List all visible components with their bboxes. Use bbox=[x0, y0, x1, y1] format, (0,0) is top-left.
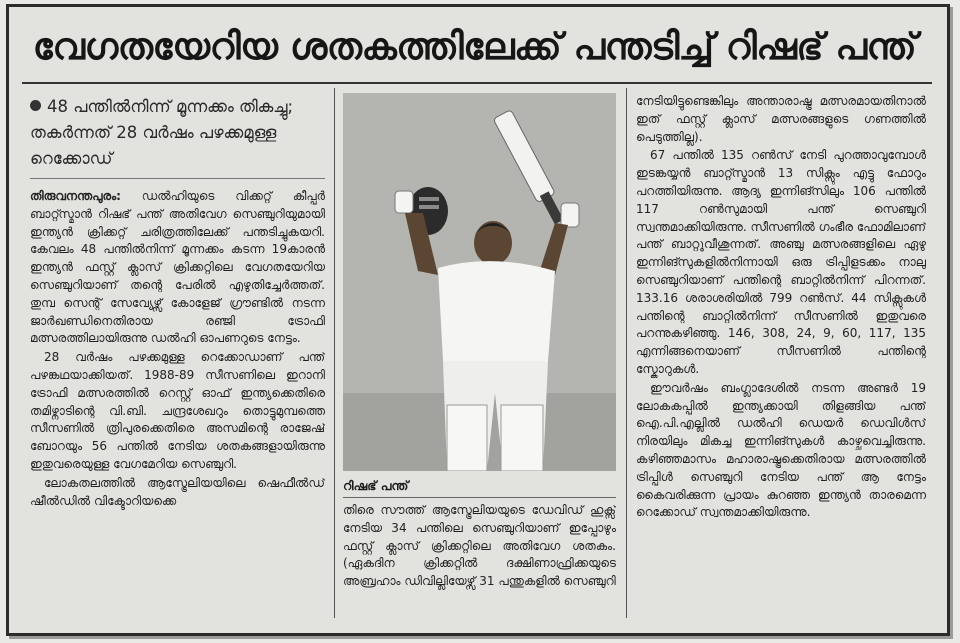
headline: വേഗതയേറിയ ശതകത്തിലേക്ക് പന്തടിച്ച് റിഷഭ് പന്ത് bbox=[32, 25, 917, 68]
paragraph: 67 പന്തിൽ 135 റൺസ് നേടി പുറത്താവുമ്പോൾ ഇടങ്കയ്യൻ ബാറ്റ്സ്മാൻ 13 സിക്സും എട്ടു ഫോറും പറത്തിയിരുന്നു. ആദ്യ ഇന്നിങ്സിലും 106 പന്തിൽ 117 റൺസുമായി പന്ത് സെഞ്ചുറി സ്വന്തമാക്കിയിരുന്നു. സീസണിൽ ഗംഭീര ഫോമിലാണ് പന്ത് ബാറ്റുവീശുന്നത്. അഞ്ചു മത്സരങ്ങളിലെ ഏഴു ഇന്നിങ്സുകളിൽനിന്നായി ഒരു ട്രിപ്പിളടക്കം നാലു സെഞ്ചുറിയാണ് പന്തിന്റെ ബാറ്റിൽനിന്ന് പിറന്നത്. 133.16 ശരാശരിയിൽ 799 റൺസ്. 44 സിക്സുകൾ പന്തിന്റെ ബാറ്റിൽനിന്ന് സീസണിൽ ഇതുവരെ പറന്നുകഴിഞ്ഞു. 146, 308, 24, 9, 60, 117, 135 എന്നിങ്ങനെയാണ് സീസണിൽ പന്തിന്റെ സ്കോറുകൾ. bbox=[636, 148, 926, 376]
headline-divider bbox=[22, 82, 932, 84]
lead-text: ഡൽഹിയുടെ വിക്കറ്റ് കീപ്പർ ബാറ്റ്സ്മാൻ റിഷഭ് പന്ത് അതിവേഗ സെഞ്ചുറിയുമായി ഇന്ത്യൻ ക്രിക്കറ്റ് ചരിത്രത്തിലേക്ക് പന്തടിച്ചുകയറി. കേവലം 48 പന്തിൽനിന്ന് മൂന്നക്കം കടന്ന 19കാരൻ ഇന്ത്യൻ ഫസ്റ്റ് ക്ലാസ് ക്രിക്കറ്റിലെ വേഗതയേറിയ സെഞ്ചുറിയാണ് തന്റെ പേരിൽ എഴുതിച്ചേർത്തത്. തുമ്പ സെന്റ് സേവ്യേഴ്സ് കോളേജ് ഗ്രൗണ്ടിൽ നടന്ന ജാർഖണ്ഡിനെതിരായ രഞ്ജി ട്രോഫി മത്സരത്തിലായിരുന്നു ഡൽഹി ഓപണറുടെ നേട്ടം. bbox=[30, 189, 325, 346]
paragraph: ഈവർഷം ബംഗ്ലാദേശിൽ നടന്ന അണ്ടർ 19 ലോകകപ്പിൽ ഇന്ത്യക്കായി തിളങ്ങിയ പന്ത് ഐ.പി.എല്ലിൽ ഡൽഹി ഡെയർ ഡെവിൾസ് നിരയിലും മികച്ച ഇന്നിങ്സുകൾ കാഴ്ചവെച്ചിരുന്നു. കഴിഞ്ഞമാസം മഹാരാഷ്ട്രക്കെതിരായ മത്സരത്തിൽ ട്രിപ്പിൾ സെഞ്ചുറി നേടിയ പന്ത് ആ നേട്ടം കൈവരിക്കുന്ന പ്രായം കുറഞ്ഞ ഇന്ത്യൻ താരമെന്ന റെക്കോഡ് സ്വന്തമാക്കിയിരുന്നു. bbox=[636, 380, 926, 520]
paragraph: നേടിയിട്ടുണ്ടെങ്കിലും അന്താരാഷ്ട്ര മത്സരമായതിനാൽ ഇത് ഫസ്റ്റ് ക്ലാസ് മത്സരങ്ങളുടെ ഗണത്തിൽ പെടുത്തില്ല). bbox=[636, 94, 926, 144]
bullet-icon bbox=[30, 100, 41, 111]
deck-divider bbox=[30, 178, 325, 179]
paragraph: ലോകതലത്തിൽ ആസ്ട്രേലിയയിലെ ഷെഫീൽഡ് ഷീൽഡിൽ വിക്ടോറിയക്കെ bbox=[30, 475, 325, 508]
column-divider bbox=[626, 88, 627, 618]
deck-subheading bbox=[30, 94, 325, 172]
column-divider bbox=[334, 88, 335, 618]
caption-divider bbox=[343, 497, 616, 498]
paragraph bbox=[30, 188, 325, 348]
deck-text: 48 പന്തിൽനിന്ന് മൂന്നക്കം തികച്ചു; തകർന്നത് 28 വർഷം പഴക്കമുള്ള റെക്കോഡ് bbox=[30, 97, 294, 168]
paragraph: തിരെ സൗത്ത് ആസ്ട്രേലിയയുടെ ഡേവിഡ് ഹുക്സ് നേടിയ 34 പന്തിലെ സെഞ്ചുറിയാണ് ഇപ്പോഴും ഫസ്റ്റ് ക്ലാസ് ക്രിക്കറ്റിലെ അതിവേഗ ശതകം. (ഏകദിന ക്രിക്കറ്റിൽ ദക്ഷിണാഫ്രിക്കയുടെ അബ്രഹാം ഡിവില്ലിയേഴ്സ് 31 പന്തുകളിൽ സെഞ്ചുറി bbox=[343, 503, 616, 589]
paragraph: 28 വർഷം പഴക്കമുള്ള റെക്കോഡാണ് പന്ത് പഴങ്കഥയാക്കിയത്. 1988-89 സീസണിലെ ഇറാനി ട്രോഫി മത്സരത്തിൽ റെസ്റ്റ് ഓഫ് ഇന്ത്യക്കെതിരെ തമിഴ്നാടിന്റെ വി.ബി. ചന്ദ്രശേഖറും തൊട്ടുമുമ്പത്തെ സീസണിൽ ത്രിപുരക്കെതിരെ അസമിന്റെ രാജേഷ് ബോറയും 56 പന്തിൽ നേടിയ ശതകങ്ങളായിരുന്നു ഇതുവരെയുള്ള വേഗമേറിയ സെഞ്ചുറി. bbox=[30, 350, 325, 471]
column-3-body bbox=[636, 93, 926, 615]
column-2-body bbox=[343, 502, 616, 614]
column-1-body bbox=[30, 188, 325, 613]
celebrating-batsman-illustration bbox=[343, 93, 616, 471]
dateline: തിരുവനന്തപുരം: bbox=[30, 189, 121, 203]
photo-caption: റിഷഭ് പന്ത് bbox=[343, 478, 409, 493]
player-photo bbox=[343, 93, 616, 471]
